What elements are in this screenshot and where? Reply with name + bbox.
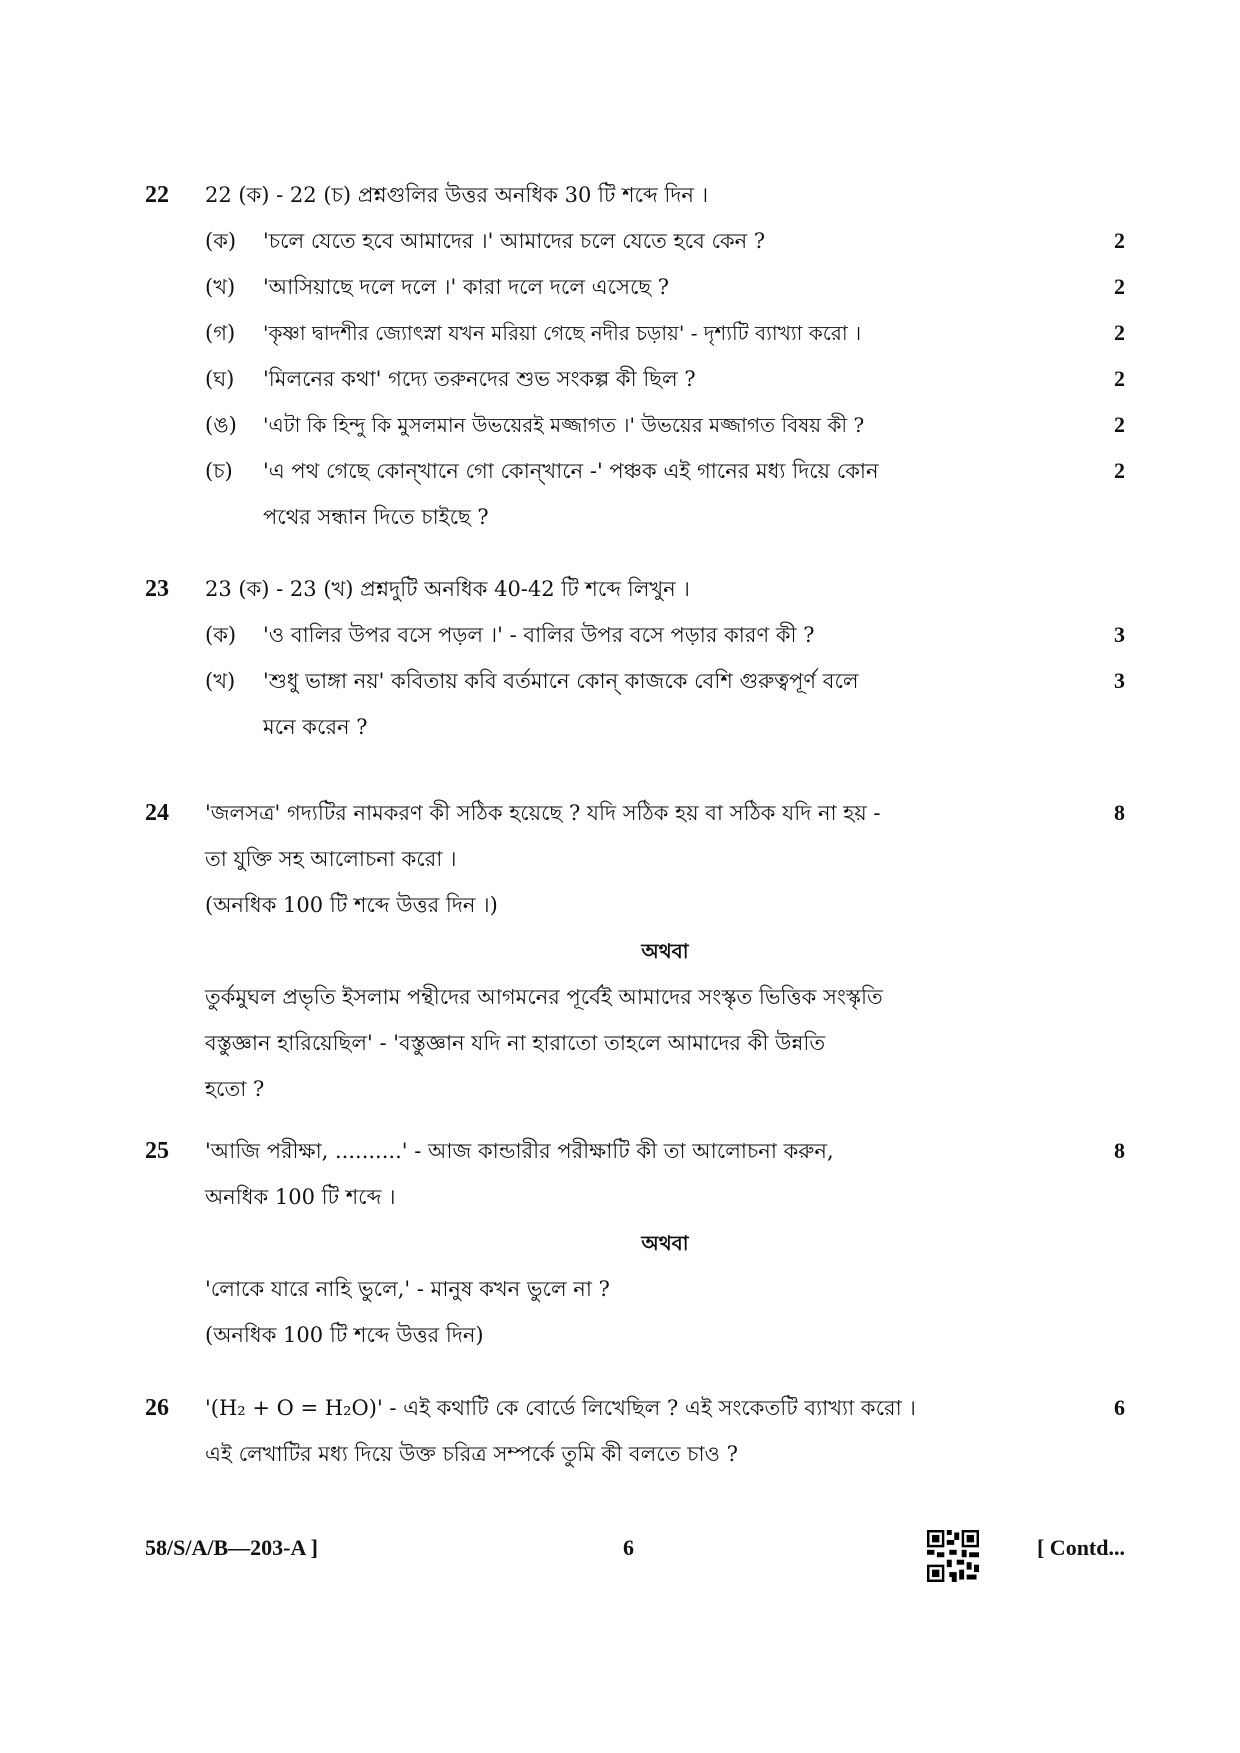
alternative-question-continued: বস্তুজ্ঞান হারিয়েছিল' - 'বস্তুজ্ঞান যদি না হারাতো তাহলে আমাদের কী উন্নতি — [205, 1031, 826, 1055]
marks: 6 — [1114, 1395, 1125, 1420]
sub-question — [205, 356, 1125, 402]
marks: 8 — [1114, 1138, 1125, 1163]
sub-label: (খ) — [205, 275, 236, 299]
sub-label: (ঘ) — [205, 367, 235, 391]
marks: 2 — [1114, 412, 1125, 437]
marks: 2 — [1114, 228, 1125, 253]
question-body — [205, 172, 1125, 540]
qr-code-icon — [927, 1530, 979, 1582]
sub-text: 'এটা কি হিন্দু কি মুসলমান উভয়েরই মজ্জাগত ।' উভয়ের মজ্জাগত বিষয় কী ? — [263, 413, 865, 437]
question-instruction: 22 (ক) - 22 (চ) প্রশ্নগুলির উত্তর অনধিক 30 টি শব্দে দিন । — [205, 183, 709, 207]
sub-text: 'চলে যেতে হবে আমাদের ।' আমাদের চলে যেতে হবে কেন ? — [263, 229, 766, 253]
sub-text: 'এ পথ গেছে কোন্খানে গো কোন্খানে -' পঞ্চক এই গানের মধ্য দিয়ে কোন — [263, 459, 879, 483]
sub-label: (ক) — [205, 229, 237, 253]
question-text-continued: তা যুক্তি সহ আলোচনা করো । — [205, 847, 457, 871]
question-22 — [145, 172, 1125, 532]
question-body — [205, 790, 1125, 1112]
question-number: 26 — [145, 1395, 169, 1421]
sub-question — [205, 402, 1125, 448]
sub-label: (ক) — [205, 623, 237, 647]
marks: 2 — [1114, 366, 1125, 391]
sub-text-continued: মনে করেন ? — [263, 715, 368, 739]
sub-label: (খ) — [205, 669, 236, 693]
sub-text-continued: পথের সন্ধান দিতে চাইছে ? — [263, 505, 489, 529]
page-number: 6 — [623, 1535, 634, 1560]
question-number: 24 — [145, 800, 169, 826]
alternative-question-continued: হতো ? — [205, 1077, 265, 1101]
continued-label: [ Contd... — [1036, 1535, 1125, 1560]
paper-code: 58/S/A/B—203-A ] — [145, 1535, 318, 1560]
question-number: 25 — [145, 1138, 169, 1164]
sub-question — [205, 448, 1125, 540]
question-body — [205, 1128, 1125, 1358]
sub-label: (ঙ) — [205, 413, 237, 437]
marks: 3 — [1114, 668, 1125, 693]
word-limit-note: (অনধিক 100 টি শব্দে উত্তর দিন ।) — [205, 893, 498, 917]
sub-question — [205, 218, 1125, 264]
sub-text: 'মিলনের কথা' গদ্যে তরুনদের শুভ সংকল্প কী ছিল ? — [263, 367, 696, 391]
question-24 — [145, 790, 1125, 1101]
marks: 8 — [1114, 800, 1125, 825]
question-text: 'আজি পরীক্ষা, ..........' - আজ কান্ডারীর পরীক্ষাটি কী তা আলোচনা করুন, — [205, 1139, 834, 1163]
question-text: 'জলসত্র' গদ্যটির নামকরণ কী সঠিক হয়েছে ? যদি সঠিক হয় বা সঠিক যদি না হয় - — [205, 801, 881, 825]
question-25 — [145, 1128, 1125, 1358]
sub-text: 'কৃষ্ণা দ্বাদশীর জ্যোৎস্না যখন মরিয়া গেছে নদীর চড়ায়' - দৃশ্যটি ব্যাখ্যা করো । — [263, 321, 862, 345]
or-separator: অথবা — [641, 1231, 689, 1255]
sub-text: 'শুধু ভাঙ্গা নয়' কবিতায় কবি বর্তমানে কোন্ কাজকে বেশি গুরুত্বপূর্ণ বলে — [263, 669, 859, 693]
page-footer — [145, 1525, 1125, 1585]
word-limit-note: (অনধিক 100 টি শব্দে উত্তর দিন) — [205, 1323, 484, 1347]
sub-label: (চ) — [205, 459, 233, 483]
sub-question — [205, 264, 1125, 310]
alternative-question: তুর্কমুঘল প্রভৃতি ইসলাম পন্থীদের আগমনের পূর্বেই আমাদের সংস্কৃত ভিত্তিক সংস্কৃতি — [205, 985, 883, 1009]
question-text: '(H₂ + O = H₂O)' - এই কথাটি কে বোর্ডে লিখেছিল ? এই সংকেতটি ব্যাখ্যা করো । — [205, 1396, 916, 1420]
sub-text: 'আসিয়াছে দলে দলে ।' কারা দলে দলে এসেছে ? — [263, 275, 670, 299]
question-26 — [145, 1385, 1125, 1485]
alternative-question: 'লোকে যারে নাহি ভুলে,' - মানুষ কখন ভুলে না ? — [205, 1277, 610, 1301]
sub-label: (গ) — [205, 321, 236, 345]
sub-question — [205, 658, 1125, 750]
marks: 2 — [1114, 274, 1125, 299]
marks: 2 — [1114, 458, 1125, 483]
sub-question — [205, 612, 1125, 658]
or-separator: অথবা — [641, 939, 689, 963]
question-23 — [145, 566, 1125, 756]
sub-question — [205, 310, 1125, 356]
question-body — [205, 566, 1125, 750]
question-text-continued: অনধিক 100 টি শব্দে । — [205, 1185, 396, 1209]
question-instruction: 23 (ক) - 23 (খ) প্রশ্নদুটি অনধিক 40-42 টি শব্দে লিখুন । — [205, 577, 690, 601]
sub-text: 'ও বালির উপর বসে পড়ল ।' - বালির উপর বসে পড়ার কারণ কী ? — [263, 623, 815, 647]
marks: 2 — [1114, 320, 1125, 345]
marks: 3 — [1114, 622, 1125, 647]
question-text-continued: এই লেখাটির মধ্য দিয়ে উক্ত চরিত্র সম্পর্কে তুমি কী বলতে চাও ? — [205, 1442, 738, 1466]
question-body — [205, 1385, 1125, 1477]
question-number: 23 — [145, 576, 169, 602]
question-number: 22 — [145, 182, 169, 208]
